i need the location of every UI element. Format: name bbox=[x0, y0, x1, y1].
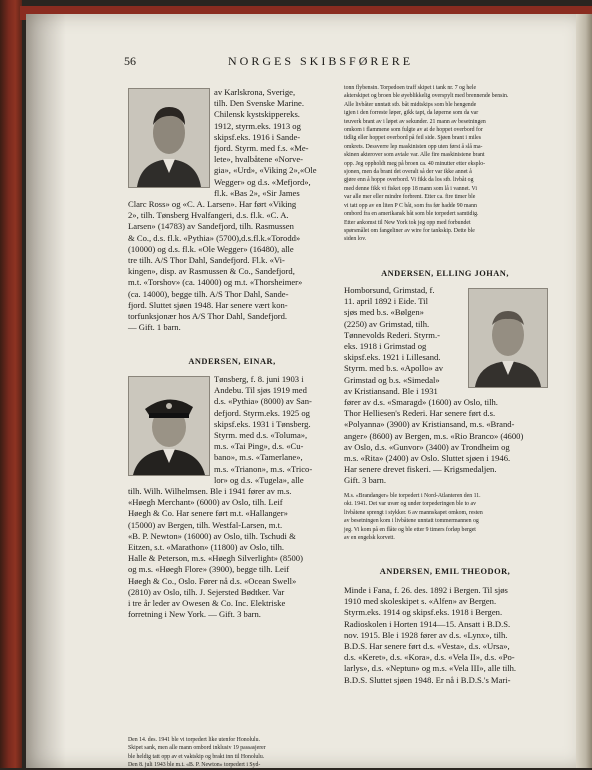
text-line: sjøs med b.s. «Bølgen» bbox=[344, 307, 424, 318]
text-line: Grimstad og b.s. «Simedal» bbox=[344, 374, 440, 385]
portrait-photo-1 bbox=[128, 88, 210, 188]
text-line: (2250) av Grimstad, tilh. bbox=[344, 318, 430, 329]
text-line: gia», «Urd», «Viking 2»,«Ole bbox=[214, 165, 317, 176]
entry-4-heading: ANDERSEN, EMIL THEODOR, bbox=[379, 567, 511, 576]
entry-3-text bbox=[344, 285, 462, 397]
text-line: (15000) av Bergen, tilh. Westfal-Larsen, m.t. bbox=[128, 519, 283, 530]
note-line: tonn flybensin. Torpedoen traff skipet i tank nr. 7 og hele bbox=[344, 85, 477, 91]
note-line: av en engelsk korvett. bbox=[344, 535, 395, 542]
text-line: Gift. 3 barn. bbox=[344, 475, 387, 486]
entry-4-text bbox=[344, 585, 546, 686]
note-line: Skipet sank, men alle mann ombord inklusiv 19 passasjerer bbox=[128, 745, 266, 752]
text-line: skipsf.eks. 1916 i Sande- bbox=[214, 131, 301, 142]
note-line: okt. 1941. Det var uvær og under torpederingen ble to av bbox=[344, 501, 477, 508]
text-line: Styrm. med d.s. «Toluma», bbox=[214, 430, 308, 441]
text-line: tilh. Den Svenske Marine. bbox=[214, 98, 304, 109]
entry-1-text bbox=[214, 87, 336, 199]
text-line: defjord. Styrm.eks. 1925 og bbox=[214, 407, 310, 418]
text-line: Høegh & Co. Har senere ført m.t. «Hallanger» bbox=[128, 508, 288, 519]
text-line: anger» (8600) av Bergen, m.s. «Rio Branco» (4600) bbox=[344, 430, 524, 441]
note-line: opp. Jeg oppholdt meg på broen ca. 40 minutter etter eksplo- bbox=[344, 160, 486, 167]
text-line: 1910 med skoleskipet s. «Alfen» av Bergen. bbox=[344, 596, 497, 607]
text-line: Wegger» og d.s. «Mefjord», bbox=[214, 176, 311, 187]
note-line: omkom i flammene som fulgte av at de hoppet overbord for bbox=[344, 127, 483, 134]
text-line: m.s. «Tai Ping», d.s. «Cu- bbox=[214, 441, 304, 452]
text-line: Andebu. Til sjøs 1919 med bbox=[214, 385, 307, 396]
text-line: 1912, styrm.eks. 1913 og bbox=[214, 120, 301, 131]
note-line: av besetningen kom i livbåtene unntatt tommermannen og bbox=[344, 518, 479, 525]
note-line: Alle livbåter unntatt stb. båt midtskips som ble hengende bbox=[344, 101, 477, 108]
page-stack-edge bbox=[576, 14, 592, 768]
text-line: Homborsund, Grimstad, f. bbox=[344, 285, 435, 295]
entry-1-text-full bbox=[128, 199, 336, 333]
portrait-captain-icon bbox=[129, 377, 209, 475]
text-line: B.D.S. Har senere ført d.s. «Vesta», d.s. «Ursa», bbox=[344, 641, 510, 652]
portrait-man-icon bbox=[129, 89, 209, 187]
entry-3-heading: ANDERSEN, ELLING JOHAN, bbox=[381, 269, 509, 278]
note-line: ble heldig tatt opp av et vaktskip og brakt inn til Honolulu. bbox=[128, 753, 265, 760]
text-line: Larsen» (14783) av Sandefjord, tilh. Rasmussen bbox=[128, 221, 294, 232]
note-line: Etter ankomst til New York tok jeg opp med forbundet bbox=[344, 219, 471, 226]
text-line: tilh. Wilh. Wilhelmsen. Ble i 1941 fører av m.s. bbox=[128, 486, 292, 496]
text-line: fjord. Sluttet sjøen 1948. Har senere vært kon- bbox=[128, 299, 288, 310]
footnote-continuation bbox=[344, 84, 546, 244]
text-line: fører av d.s. «Smaragd» (1600) av Oslo, tilh. bbox=[344, 397, 498, 407]
portrait-older-man-icon bbox=[469, 289, 547, 387]
note-line: livbåtene sprengt i stykker. 6 av mannskapet omkom, resten bbox=[344, 509, 483, 516]
note-line: siden lov. bbox=[344, 236, 367, 243]
text-line: i tre år leder av Owesen & Co. Inc. Elektriske bbox=[128, 598, 286, 609]
note-line: med denne fikk vi fisket opp 18 mann som lå i vannet. Vi bbox=[344, 185, 478, 192]
text-line: skipsf.eks. 1921 i Lillesand. bbox=[344, 352, 441, 363]
text-line: Har senere drevet fiskeri. — Krigsmedaljen. bbox=[344, 464, 497, 475]
text-line: 11. april 1892 i Eide. Til bbox=[344, 296, 428, 307]
entry-2-text-full bbox=[128, 486, 336, 620]
text-line: d.s. «Keret», d.s. «Kora», d.s. «Vela II», d.s. «Po- bbox=[344, 652, 515, 663]
text-line: og m.s. «Høegh Flore» (3900), begge tilh. Leif bbox=[128, 564, 290, 575]
text-line: m.s. «Rita» (2400) av Oslo. Sluttet sjøen i 1946. bbox=[344, 453, 511, 464]
text-line: «Høegh Merchant» (6000) av Oslo, tilh. Leif bbox=[128, 497, 283, 508]
text-line: Radioskolen i Horten 1914—15. Ansatt i B.D.S. bbox=[344, 618, 511, 629]
note-line: sjonen, men da brant det overalt så der var ikke annet å bbox=[344, 169, 472, 176]
running-title: NORGES SKIBSFØRERE bbox=[228, 54, 414, 68]
text-line: bano», m.s. «Tamerlane», bbox=[214, 452, 303, 463]
note-line: tidlig eller hoppet overbord på feil side. Sjøen brant i miles bbox=[344, 135, 481, 142]
entry-2-text bbox=[214, 374, 336, 486]
text-line: torfunksjonær hos A/S Thor Dahl, Sandefjord. bbox=[128, 311, 288, 322]
text-line: — Gift. 1 barn. bbox=[128, 322, 181, 333]
text-line: tre tilh. A/S Thor Dahl, Sandefjord. Fl.k. «Vi- bbox=[128, 255, 285, 266]
text-line: (ca. 14000), begge tilh. A/S Thor Dahl, Sande- bbox=[128, 288, 289, 299]
portrait-photo-2 bbox=[128, 376, 210, 476]
note-line: Den 14. des. 1941 ble vi torpedert like utenfor Honolulu. bbox=[128, 737, 261, 743]
note-line: ombord fra en amerikansk båt som ble torpedert samtidig. bbox=[344, 211, 479, 218]
text-line: Eitzen, s.t. «Marathon» (11800) av Oslo, tilh. bbox=[128, 542, 285, 553]
text-line: Tønsberg, f. 8. juni 1903 i bbox=[214, 374, 304, 384]
note-line: jeg. Vi kom på en flåte og ble etter 9 timers forløp berget bbox=[344, 526, 476, 533]
page-gutter-shadow bbox=[26, 14, 66, 768]
text-line: d.s. «Pythia» (8000) av San- bbox=[214, 396, 312, 407]
text-line: eks. 1918 i Grimstad og bbox=[344, 341, 427, 352]
text-line: av Oslo, d.s. «Gunvor» (3400) av Trondheim og bbox=[344, 441, 510, 452]
note-line: omkrets. Dessverre lep maskinisten opp uten først å slå ma- bbox=[344, 143, 483, 150]
note-line: igjen i den forreste løper, gikk tapt, da løperne som da var bbox=[344, 110, 479, 117]
entry-2-heading: ANDERSEN, EINAR, bbox=[188, 357, 276, 366]
note-line: Den 8. juli 1943 ble m.t. «B. P. Newton» torpedert i Syd- bbox=[128, 762, 261, 769]
note-line: teuverk brant av i løpet av sekunder. 21 mann av besetningen bbox=[344, 118, 486, 125]
book-binding bbox=[0, 0, 22, 768]
text-line: lete», hvalbåtene «Norve- bbox=[214, 154, 304, 165]
text-line: Minde i Fana, f. 26. des. 1892 i Bergen. Til sjøs bbox=[344, 585, 508, 595]
text-line: Styrm.eks. 1914 og skipsf.eks. 1918 i Bergen. bbox=[344, 607, 503, 618]
text-line: av Kristiansand. Ble i 1931 bbox=[344, 385, 438, 396]
entry-3-footnote bbox=[344, 492, 546, 542]
text-line: forretning i New York. — Gift. 3 barn. bbox=[128, 609, 261, 620]
note-line: vi tatt opp av en liten P C båt, som fra før hadde 90 mann bbox=[344, 202, 477, 209]
text-line: larlys», d.s. «Neptun» og m.s. «Vela III», alle tilh. bbox=[344, 663, 517, 674]
text-line: fjord. Styrm. med f.s. «Me- bbox=[214, 143, 309, 154]
text-line: Thor Helliesen's Rederi. Har senere ført d.s. bbox=[344, 408, 496, 419]
note-line: gjøre enn å hoppe overbord. Vi fikk da los stb. livbåt og bbox=[344, 177, 474, 184]
text-line: (2810) av Oslo, tilh. J. Sejersted Bødtker. Var bbox=[128, 586, 285, 597]
text-line: Clarc Ross» og «C. A. Larsen». Har ført «Viking bbox=[128, 199, 297, 209]
text-line: fl.k. «Bas 2», «Sir James bbox=[214, 187, 300, 198]
entry-3-text-full bbox=[344, 397, 546, 487]
note-line: skinen akterover som avtale var. Alle fire maskinistene brant bbox=[344, 152, 485, 159]
text-line: av Karlskrona, Sverige, bbox=[214, 87, 296, 97]
text-line: (10000) og d.s. fl.k. «Ole Wegger» (16480), alle bbox=[128, 243, 294, 254]
note-line: M.s. «Brandanger» ble torpedert i Nord-Atlanteren den 11. bbox=[344, 493, 481, 499]
text-line: skipsf.eks. 1931 i Tønsberg. bbox=[214, 418, 311, 429]
text-line: Tønnevolds Rederi. Styrm.- bbox=[344, 329, 440, 340]
text-line: «B. P. Newton» (16000) av Oslo, tilh. Tschudi & bbox=[128, 530, 296, 541]
entry-2-footnote bbox=[128, 736, 336, 770]
text-line: Høegh & Co., Oslo. Fører nå d.s. «Ocean Swell» bbox=[128, 575, 297, 586]
note-line: akterskipet og broen ble øyeblikkelig overspylt med brennende bensin. bbox=[344, 93, 509, 100]
text-line: Chilensk kystskippereks. bbox=[214, 109, 300, 120]
page-number: 56 bbox=[124, 54, 136, 68]
text-line: kingen», disp. av Rasmussen & Co., Sandefjord, bbox=[128, 266, 295, 277]
text-line: m.t. «Torshov» (ca. 14000) og m.t. «Thorsheimer» bbox=[128, 277, 303, 288]
text-line: Halle & Peterson, m.s. «Høegh Silverlight» (8500) bbox=[128, 553, 303, 564]
portrait-photo-3 bbox=[468, 288, 548, 388]
note-line: spørsmålet om fangeliner av wire for tankskip. Dette ble bbox=[344, 227, 475, 234]
note-line: var alle mer eller mindre forbrent. Etter ca. fire timer ble bbox=[344, 194, 476, 201]
text-line: m.s. «Trianon», m.s. «Trico- bbox=[214, 463, 313, 474]
text-line: & Co., d.s. fl.k. «Pythia» (5700),d.s.fl.k.«Torodd» bbox=[128, 232, 301, 243]
text-line: Styrm. med b.s. «Apollo» av bbox=[344, 363, 444, 374]
text-line: 2», tilh. Tønsberg Hvalfangeri, d.s. fl.k. «C. A. bbox=[128, 210, 289, 221]
text-line: B.D.S. Sluttet sjøen 1948. Er nå i B.D.S.'s Mari- bbox=[344, 674, 511, 685]
text-line: nov. 1915. Ble i 1928 fører av d.s. «Lynx», tilh. bbox=[344, 629, 508, 640]
text-line: «Polyanna» (3900) av Kristiansand, m.s. «Brand- bbox=[344, 419, 515, 430]
text-line: lor» og d.s. «Tugela», alle bbox=[214, 474, 304, 485]
